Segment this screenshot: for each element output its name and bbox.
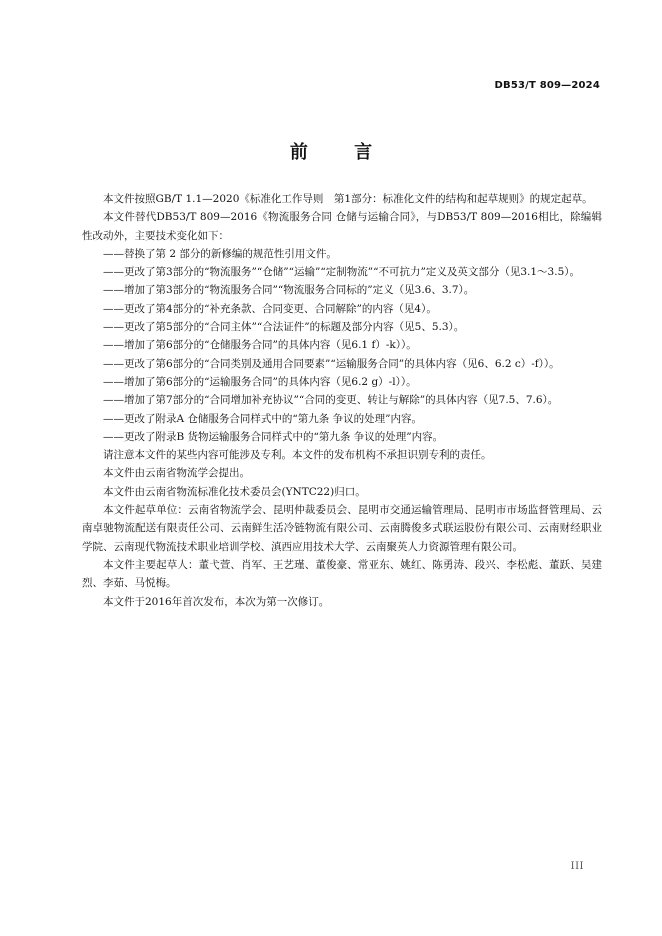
change-item: ——增加了第6部分的“仓储服务合同”的具体内容（见6.1 f）-k））。 (103, 339, 417, 352)
paragraph-patent-notice: 请注意本文件的某些内容可能涉及专利。本文件的发布机构不承担识别专利的责任。 (103, 449, 492, 462)
paragraph-drafting-units: 本文件起草单位：云南省物流学会、昆明仲裁委员会、昆明市交通运输管理局、昆明市市场监督管理局、云南卓驰物流配送有限责任公司、云南鲜生活冷链物流有限公司、云南腾俊多式联运股份有限公司、云南财经职业学院、云南现代物流技术职业培训学校、滇西应用技术大学、云南聚英人力资源管理有限公司。 (82, 504, 602, 553)
paragraph-committee: 本文件由云南省物流标准化技术委员会(YNTC22)归口。 (103, 485, 366, 498)
change-item: ——增加了第3部分的“物流服务合同”“物流服务合同标的”定义（见3.6、3.7）。 (103, 284, 475, 297)
change-item: ——更改了第6部分的“合同类别及通用合同要素”“运输服务合同”的具体内容（见6、6.2 c）-f））。 (103, 357, 560, 370)
page-title: 前 言 (289, 142, 393, 163)
change-item: ——增加了第6部分的“运输服务合同”的具体内容（见6.2 g）-l））。 (103, 375, 417, 388)
change-item: ——更改了第5部分的“合同主体”“合法证件”的标题及部分内容（见5、5.3）。 (103, 321, 465, 334)
paragraph-proposer: 本文件由云南省物流学会提出。 (103, 467, 250, 480)
change-item: ——替换了第 2 部分的新修编的规范性引用文件。 (103, 247, 337, 260)
page-number: III (570, 861, 584, 872)
paragraph-drafters: 本文件主要起草人：董弋萱、肖军、王艺瑾、董俊豪、常亚东、姚红、陈勇涛、段兴、李松彪、董跃、吴建烈、李茹、马悦梅。 (82, 558, 602, 590)
paragraph-drafting-basis: 本文件按照GB/T 1.1—2020《标准化工作导则 第1部分：标准化文件的结构和起草规则》的规定起草。 (103, 193, 593, 205)
foreword-body (82, 190, 602, 611)
change-item: ——更改了第4部分的“补充条款、合同变更、合同解除”的内容（见4）。 (103, 302, 437, 315)
change-item: ——更改了第3部分的“物流服务”“仓储”“运输”“定制物流”“不可抗力”定义及英文部分（见3.1～3.5）。 (103, 266, 581, 279)
change-item: ——增加了第7部分的“合同增加补充协议”“合同的变更、转让与解除”的具体内容（见7.5、7.6）。 (103, 394, 559, 407)
paragraph-release-history: 本文件于2016年首次发布，本次为第一次修订。 (103, 595, 330, 608)
document-code: DB53/T 809—2024 (494, 80, 600, 91)
change-item: ——更改了附录B 货物运输服务合同样式中的“第九条 争议的处理”内容。 (103, 430, 444, 443)
paragraph-replacement: 本文件替代DB53/T 809—2016《物流服务合同 仓储与运输合同》，与DB53/T 809—2016相比，除编辑性改动外，主要技术变化如下： (82, 211, 602, 242)
change-item: ——更改了附录A 仓储服务合同样式中的“第九条 争议的处理”内容。 (103, 412, 422, 425)
